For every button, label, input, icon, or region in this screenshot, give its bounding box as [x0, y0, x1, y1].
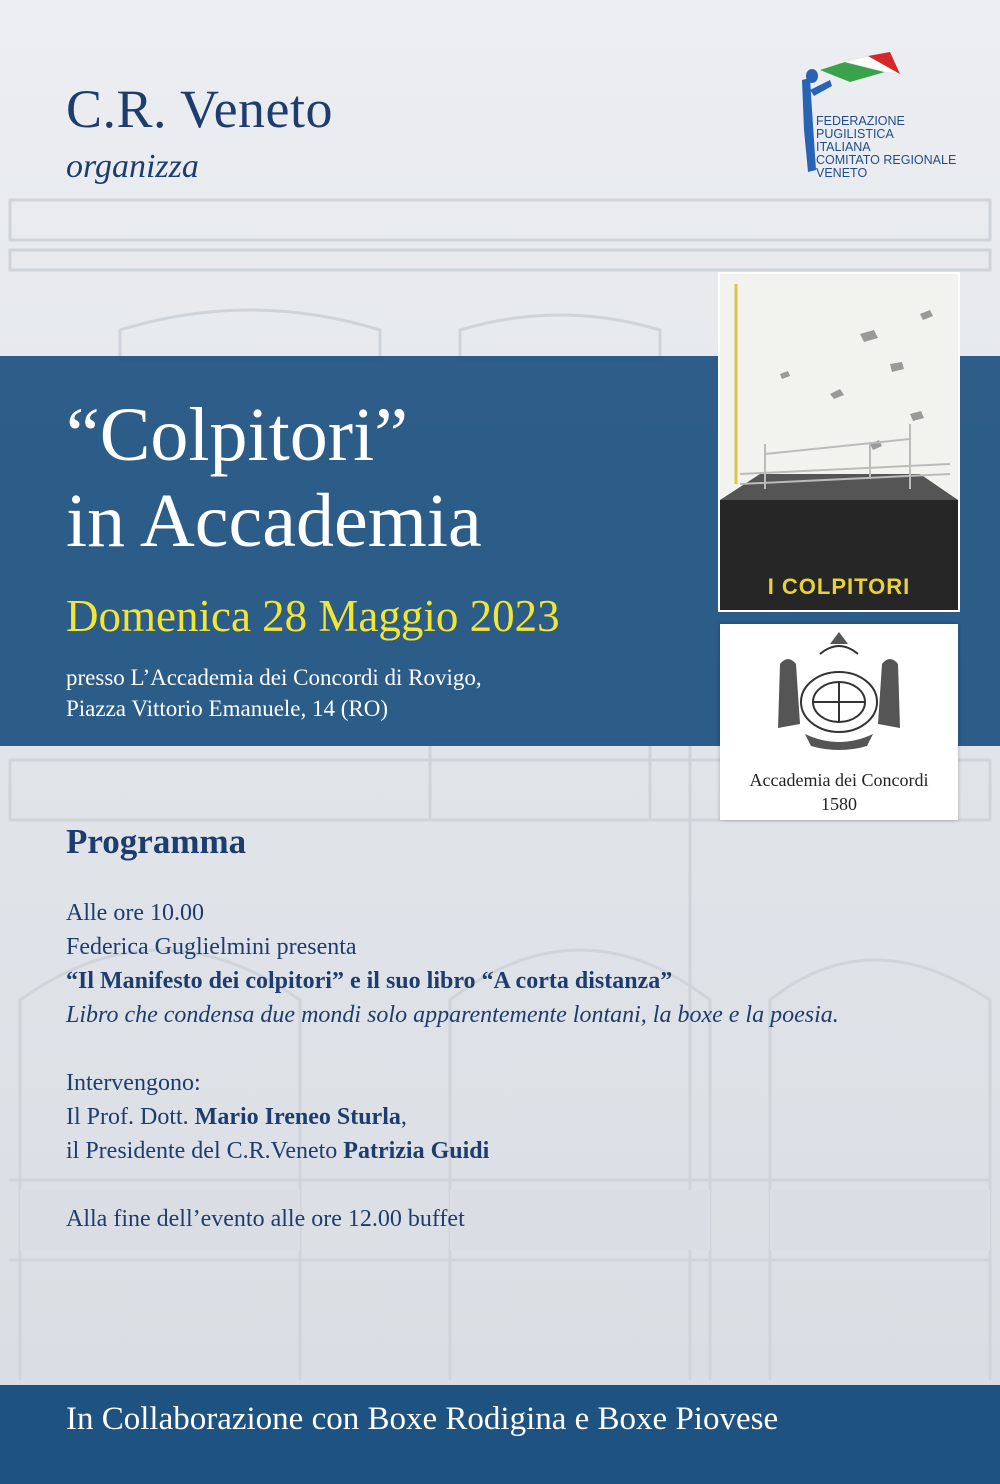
academy-card	[720, 624, 958, 820]
event-title-line: in Accademia	[66, 479, 482, 563]
program-works: “Il Manifesto dei colpitori” e il suo libro “A corta distanza”	[66, 968, 673, 994]
boxing-ring-illustration	[720, 274, 958, 610]
program-heading: Programma	[66, 822, 247, 861]
academy-name: Accademia dei Concordi	[749, 770, 929, 790]
organizer-subtitle: organizza	[66, 148, 199, 185]
speaker-title: Il Prof. Dott.	[66, 1104, 195, 1130]
event-title-line: “Colpitori”	[66, 393, 408, 477]
logo-line: PUGILISTICA	[816, 127, 894, 141]
speaker-suffix: ,	[400, 1104, 407, 1130]
event-venue	[66, 662, 482, 724]
footer-collaboration: In Collaborazione con Boxe Rodigina e Boxe Piovese	[66, 1401, 779, 1437]
program-presenter: Federica Guglielmini presenta	[66, 934, 357, 960]
venue-line: Piazza Vittorio Emanuele, 14 (RO)	[66, 696, 389, 721]
program-details	[66, 896, 966, 1236]
logo-line: ITALIANA	[816, 140, 871, 154]
speaker-name: Patrizia Guidi	[343, 1138, 490, 1164]
book-title: I COLPITORI	[767, 574, 911, 599]
speaker-title: il Presidente del C.R.Veneto	[66, 1138, 344, 1164]
event-title	[66, 392, 482, 564]
logo-line: VENETO	[816, 166, 868, 180]
speaker-line	[66, 1134, 966, 1168]
logo-line: COMITATO REGIONALE	[816, 153, 957, 167]
venue-line: presso L’Accademia dei Concordi di Rovigo,	[66, 665, 482, 690]
program-closing: Alla fine dell’evento alle ore 12.00 buffet	[66, 1206, 465, 1232]
speakers-label: Intervengono:	[66, 1070, 201, 1096]
program-time: Alle ore 10.00	[66, 900, 204, 926]
academy-year: 1580	[821, 794, 857, 814]
academy-crest-icon	[720, 624, 958, 764]
spacer	[66, 1032, 966, 1066]
program-description: Libro che condensa due mondi solo apparentemente lontani, la boxe e la poesia.	[66, 1002, 839, 1028]
logo-line: FEDERAZIONE	[816, 114, 905, 128]
speaker-name: Mario Ireneo Sturla	[194, 1104, 401, 1130]
organizer-title: C.R. Veneto	[66, 79, 334, 139]
federation-name	[816, 115, 956, 180]
speaker-line	[66, 1100, 966, 1134]
spacer	[66, 1168, 966, 1202]
book-cover	[720, 274, 958, 610]
event-date: Domenica 28 Maggio 2023	[66, 591, 560, 641]
